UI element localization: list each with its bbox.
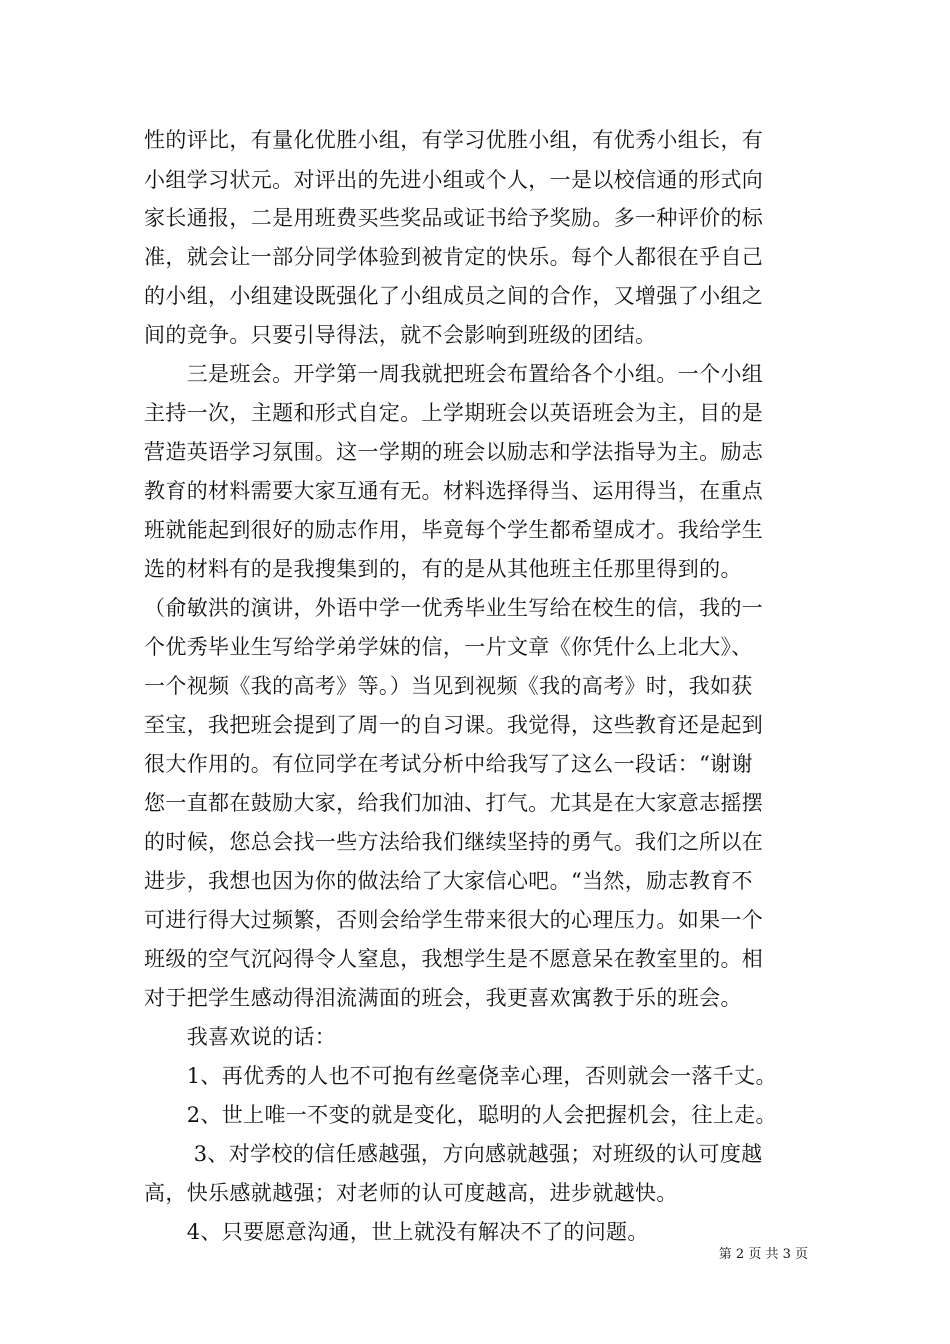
paragraph-line: 选的材料有的是我搜集到的，有的是从其他班主任那里得到的。 bbox=[144, 557, 742, 581]
paragraph-line: 我喜欢说的话： bbox=[144, 1025, 337, 1049]
paragraph-line: 至宝，我把班会提到了周一的自习课。我觉得，这些教育还是起到 bbox=[144, 713, 764, 737]
paragraph-line: 您一直都在鼓励大家，给我们加油、打气。尤其是在大家意志摇摆 bbox=[144, 791, 764, 815]
page-number-footer: 第 2 页 共 3 页 bbox=[718, 1247, 808, 1262]
list-item-line: 1、再优秀的人也不可抱有丝毫侥幸心理，否则就会一落千丈。 bbox=[144, 1064, 777, 1088]
paragraph-line: （俞敏洪的演讲，外语中学一优秀毕业生写给在校生的信，我的一 bbox=[144, 596, 764, 620]
paragraph-line: 性的评比，有量化优胜小组，有学习优胜小组，有优秀小组长，有 bbox=[144, 128, 764, 152]
paragraph-line: 家长通报，二是用班费买些奖品或证书给予奖励。多一种评价的标 bbox=[144, 206, 764, 230]
paragraph-line: 可进行得大过频繁，否则会给学生带来很大的心理压力。如果一个 bbox=[144, 908, 764, 932]
paragraph-line: 很大作用的。有位同学在考试分析中给我写了这么一段话：“谢谢 bbox=[144, 752, 753, 776]
paragraph-line: 一个视频《我的高考》等。）当见到视频《我的高考》时，我如获 bbox=[144, 674, 753, 698]
paragraph-line: 三是班会。开学第一周我就把班会布置给各个小组。一个小组 bbox=[144, 362, 764, 386]
paragraph-line: 的时候，您总会找一些方法给我们继续坚持的勇气。我们之所以在 bbox=[144, 830, 764, 854]
paragraph-line: 对于把学生感动得泪流满面的班会，我更喜欢寓教于乐的班会。 bbox=[144, 986, 742, 1010]
list-item-line: 高，快乐感就越强；对老师的认可度越高，进步就越快。 bbox=[144, 1181, 678, 1205]
paragraph-line: 个优秀毕业生写给学弟学妹的信，一片文章《你凭什么上北大》、 bbox=[144, 635, 753, 659]
paragraph-line: 教育的材料需要大家互通有无。材料选择得当、运用得当，在重点 bbox=[144, 479, 764, 503]
paragraph-line: 进步，我想也因为你的做法给了大家信心吧。“当然，励志教育不 bbox=[144, 869, 753, 893]
list-item-line: 2、世上唯一不变的就是变化，聪明的人会把握机会，往上走。 bbox=[144, 1103, 777, 1127]
paragraph-line: 间的竞争。只要引导得法，就不会影响到班级的团结。 bbox=[144, 323, 657, 347]
paragraph-line: 主持一次，主题和形式自定。上学期班会以英语班会为主，目的是 bbox=[144, 401, 764, 425]
list-item-line: 3、对学校的信任感越强，方向感就越强；对班级的认可度越 bbox=[144, 1142, 763, 1166]
paragraph-line: 的小组，小组建设既强化了小组成员之间的合作，又增强了小组之 bbox=[144, 284, 764, 308]
paragraph-line: 班级的空气沉闷得令人窒息，我想学生是不愿意呆在教室里的。相 bbox=[144, 947, 764, 971]
paragraph-line: 准，就会让一部分同学体验到被肯定的快乐。每个人都很在乎自己 bbox=[144, 245, 764, 269]
paragraph-line: 班就能起到很好的励志作用，毕竟每个学生都希望成才。我给学生 bbox=[144, 518, 764, 542]
list-item-line: 4、只要愿意沟通，世上就没有解决不了的问题。 bbox=[144, 1220, 649, 1244]
paragraph-line: 营造英语学习氛围。这一学期的班会以励志和学法指导为主。励志 bbox=[144, 440, 764, 464]
paragraph-line: 小组学习状元。对评出的先进小组或个人，一是以校信通的形式向 bbox=[144, 168, 764, 192]
